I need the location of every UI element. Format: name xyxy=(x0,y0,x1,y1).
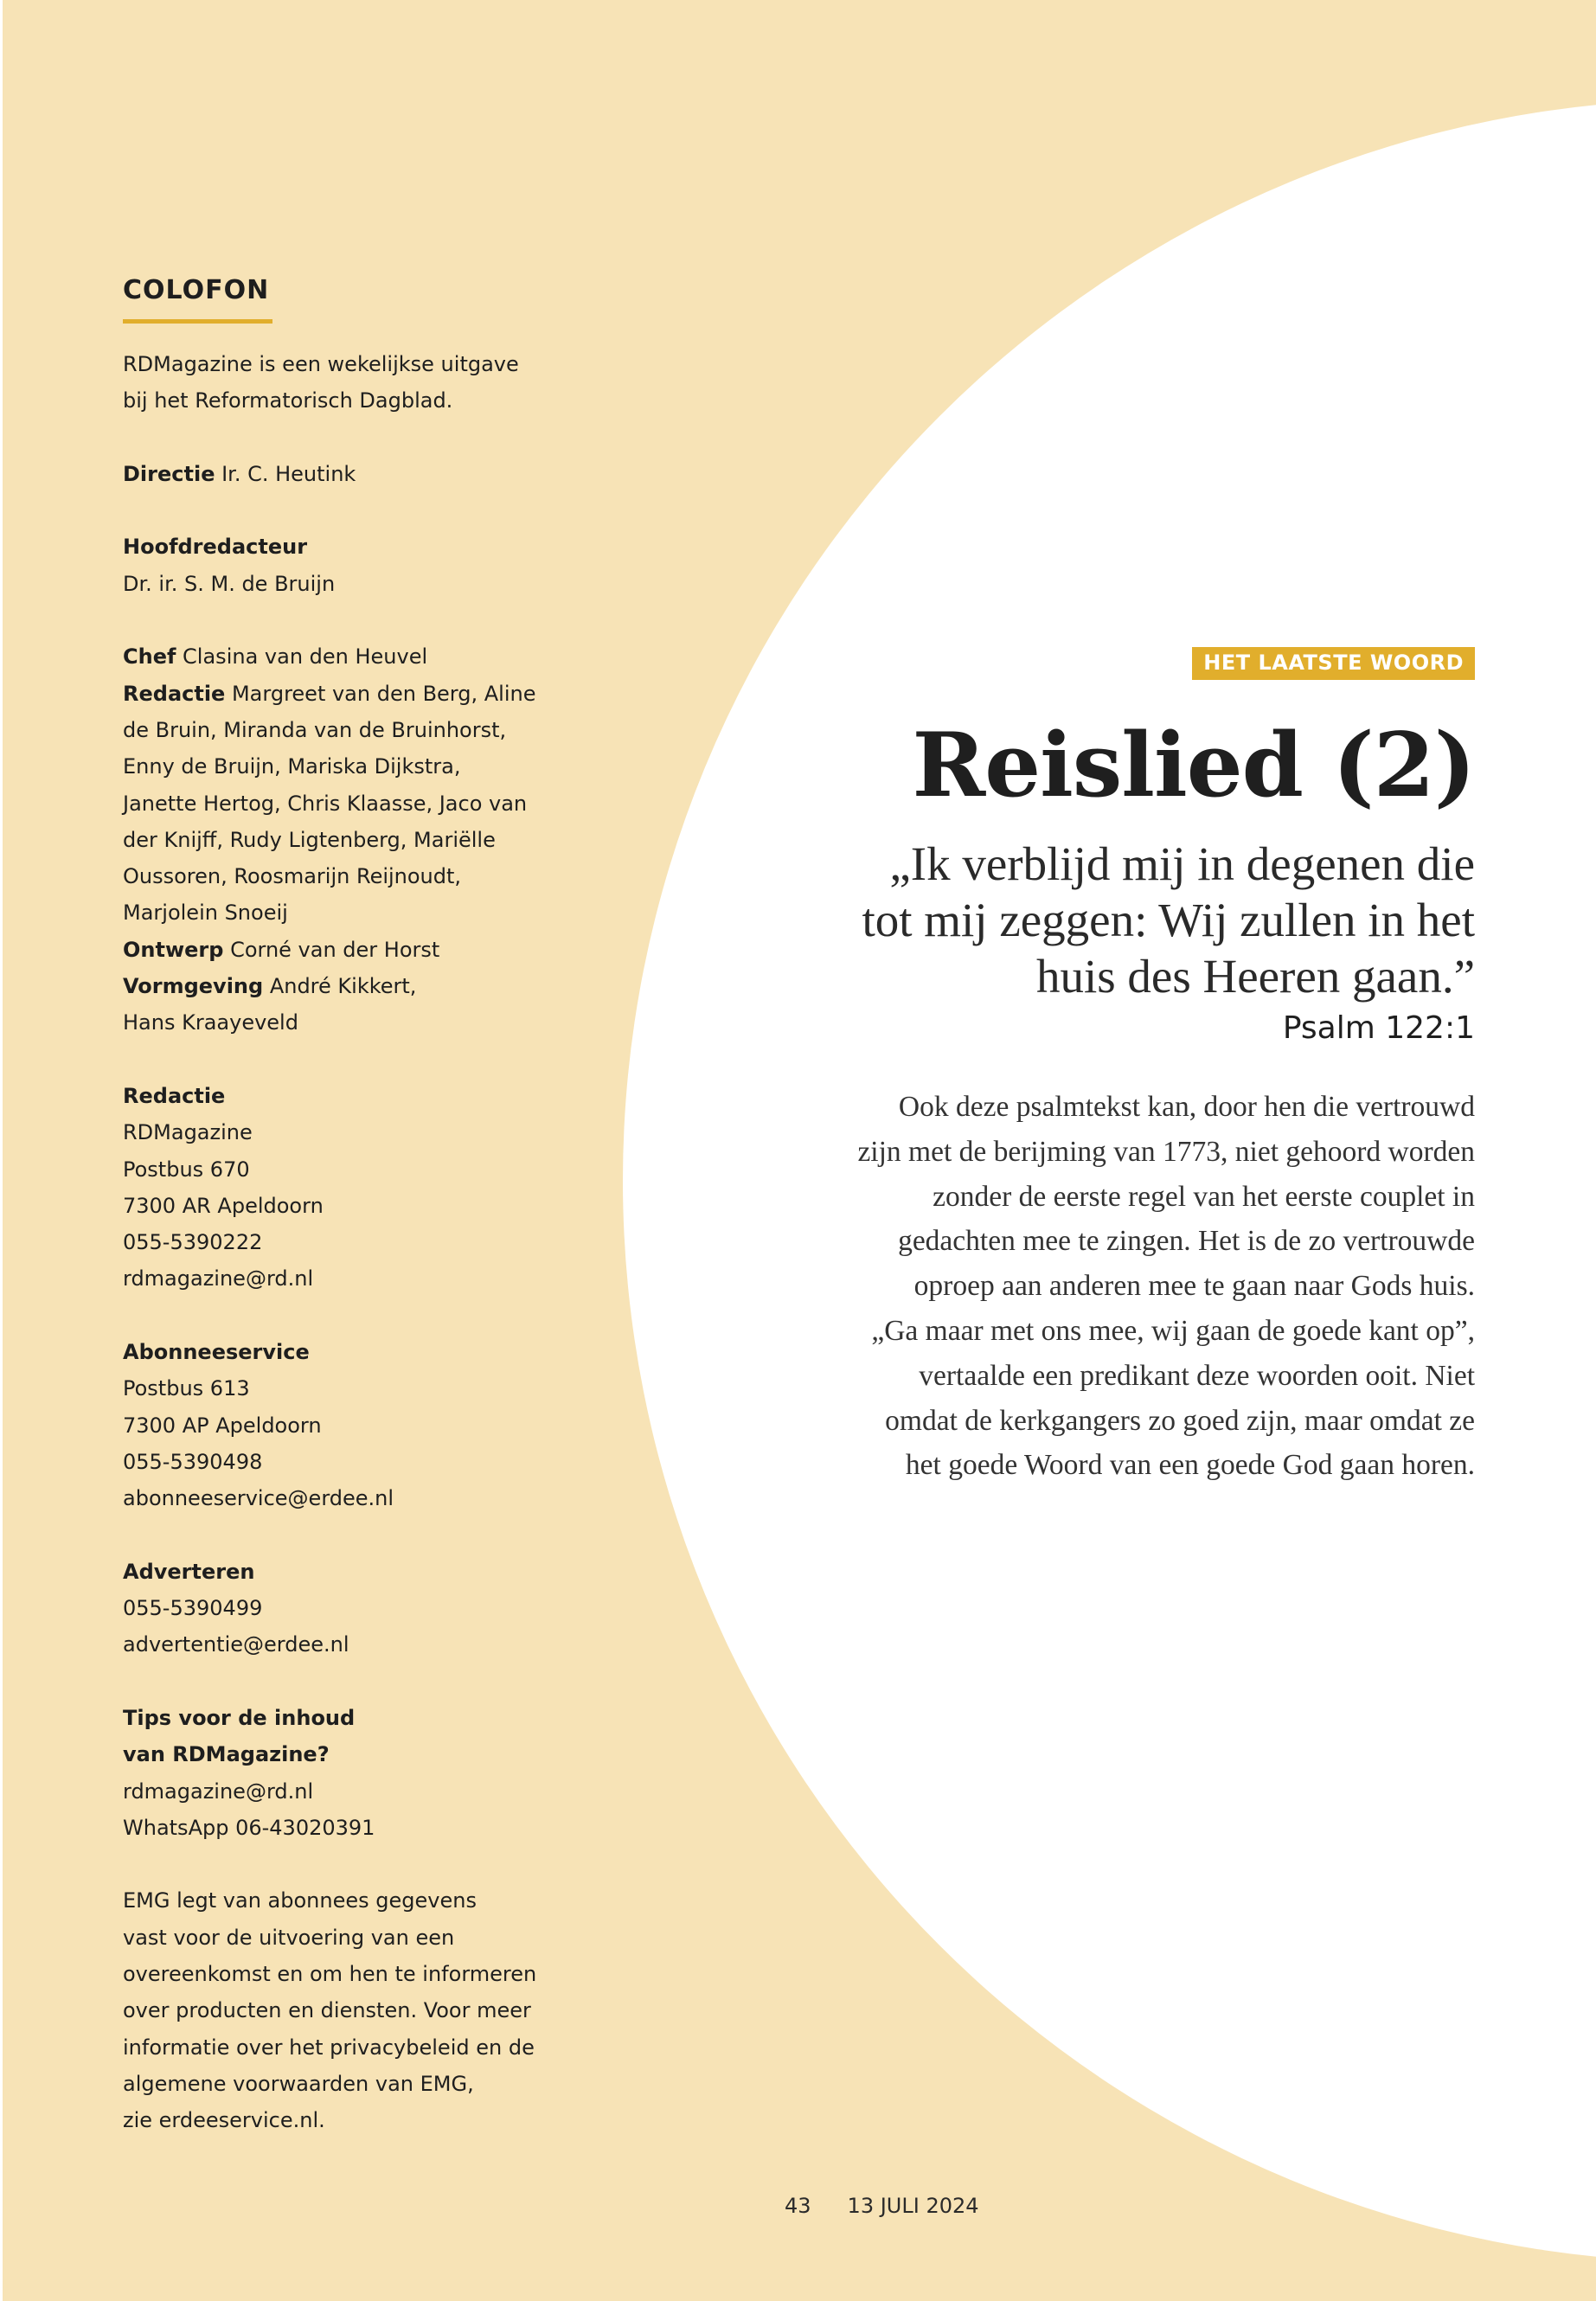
address-line: Postbus 670 xyxy=(123,1157,250,1182)
vormgeving-extra: Hans Kraayeveld xyxy=(123,1010,298,1035)
privacy-line: algemene voorwaarden van EMG, xyxy=(123,2071,474,2096)
quote-reference: Psalm 122:1 xyxy=(1282,1010,1475,1046)
tips-label: van RDMagazine? xyxy=(123,1742,330,1767)
redactie-line: Margreet van den Berg, Aline xyxy=(225,681,536,706)
colofon-directie xyxy=(123,456,538,492)
hoofdredacteur-label: Hoofdredacteur xyxy=(123,535,308,560)
colofon-abonneeservice xyxy=(123,1334,538,1516)
redactie-label: Redactie xyxy=(123,681,226,706)
chef-label: Chef xyxy=(123,644,176,670)
body-line: Ook deze psalmtekst kan, door hen die vertrouwd xyxy=(898,1091,1475,1123)
colofon-column xyxy=(123,270,538,2176)
privacy-line: vast voor de uitvoering van een xyxy=(123,1925,455,1950)
ontwerp-value: Corné van der Horst xyxy=(223,937,440,962)
intro-line: bij het Reformatorisch Dagblad. xyxy=(123,388,453,413)
email-link[interactable]: abonneeservice@erdee.nl xyxy=(123,1486,394,1511)
email-link[interactable]: rdmagazine@rd.nl xyxy=(123,1779,314,1804)
redactie-line: der Knijff, Rudy Ligtenberg, Mariëlle xyxy=(123,827,496,852)
colofon-intro xyxy=(123,346,538,420)
quote-line: tot mij zeggen: Wij zullen in het xyxy=(862,894,1475,946)
intro-line: RDMagazine is een wekelijkse uitgave xyxy=(123,352,519,376)
ontwerp-label: Ontwerp xyxy=(123,937,224,962)
article-body xyxy=(696,1085,1475,1488)
issue-date: 13 JULI 2024 xyxy=(847,2194,979,2218)
colofon-hoofdredacteur xyxy=(123,529,538,602)
colofon-adverteren xyxy=(123,1554,538,1663)
colofon-privacy xyxy=(123,1882,538,2138)
address-line: 7300 AP Apeldoorn xyxy=(123,1413,322,1438)
email-link[interactable]: advertentie@erdee.nl xyxy=(123,1632,349,1657)
body-line: gedachten mee te zingen. Het is de zo vertrouwde xyxy=(898,1225,1475,1258)
privacy-line: EMG legt van abonnees gegevens xyxy=(123,1888,477,1913)
privacy-line: overeenkomst en om hen te informeren xyxy=(123,1962,537,1987)
colofon-tips xyxy=(123,1700,538,1846)
section-tag: HET LAATSTE WOORD xyxy=(1192,647,1475,680)
address-line: RDMagazine xyxy=(123,1120,253,1145)
article xyxy=(696,647,1475,1488)
page-footer xyxy=(785,2194,979,2218)
body-line: zijn met de berijming van 1773, niet gehoord worden xyxy=(857,1135,1475,1168)
phone-number: 055-5390498 xyxy=(123,1449,263,1474)
body-line: het goede Woord van een goede God gaan horen. xyxy=(905,1449,1475,1482)
colofon-staff xyxy=(123,638,538,1041)
address-line: Postbus 613 xyxy=(123,1376,250,1401)
chef-value: Clasina van den Heuvel xyxy=(176,644,428,670)
redactie-line: Janette Hertog, Chris Klaasse, Jaco van xyxy=(123,791,528,816)
hoofdredacteur-value: Dr. ir. S. M. de Bruijn xyxy=(123,571,336,596)
redactie-adres-label: Redactie xyxy=(123,1083,226,1108)
directie-value: Ir. C. Heutink xyxy=(215,461,356,486)
phone-number: 055-5390222 xyxy=(123,1230,263,1255)
vormgeving-label: Vormgeving xyxy=(123,974,264,999)
privacy-line: informatie over het privacybeleid en de xyxy=(123,2035,535,2060)
whatsapp-number: WhatsApp 06-43020391 xyxy=(123,1815,375,1840)
colofon-redactie-adres xyxy=(123,1078,538,1298)
address-line: 7300 AR Apeldoorn xyxy=(123,1193,324,1218)
body-line: oproep aan anderen mee te gaan naar Gods huis. xyxy=(913,1270,1475,1303)
redactie-line: Oussoren, Roosmarijn Reijnoudt, xyxy=(123,864,462,889)
tips-label: Tips voor de inhoud xyxy=(123,1705,356,1730)
redactie-line: Marjolein Snoeij xyxy=(123,901,288,926)
body-line: omdat de kerkgangers zo goed zijn, maar omdat ze xyxy=(885,1404,1475,1437)
quote-line: huis des Heeren gaan.” xyxy=(1035,950,1475,1003)
body-line: zonder de eerste regel van het eerste couplet in xyxy=(933,1180,1475,1213)
phone-number: 055-5390499 xyxy=(123,1596,263,1621)
privacy-line: over producten en diensten. Voor meer xyxy=(123,1998,531,2023)
body-line: vertaalde een predikant deze woorden ooit. Niet xyxy=(919,1359,1475,1392)
adverteren-label: Adverteren xyxy=(123,1559,255,1584)
article-title: Reislied (2) xyxy=(912,714,1475,817)
privacy-line: zie erdeeservice.nl. xyxy=(123,2108,325,2133)
directie-label: Directie xyxy=(123,461,215,486)
colofon-title: COLOFON xyxy=(123,275,270,305)
abonneeservice-label: Abonneeservice xyxy=(123,1340,310,1365)
email-link[interactable]: rdmagazine@rd.nl xyxy=(123,1266,314,1292)
page-edge xyxy=(0,0,3,2301)
colofon-underline xyxy=(123,319,272,324)
quote-line: „Ik verblijd mij in degenen die xyxy=(889,837,1475,890)
bible-quote xyxy=(696,836,1475,1004)
redactie-line: de Bruin, Miranda van de Bruinhorst, xyxy=(123,717,507,742)
vormgeving-value: André Kikkert, xyxy=(263,974,417,999)
redactie-line: Enny de Bruijn, Mariska Dijkstra, xyxy=(123,754,461,779)
body-line: „Ga maar met ons mee, wij gaan de goede kant op”, xyxy=(871,1314,1475,1347)
page-number: 43 xyxy=(785,2194,811,2218)
